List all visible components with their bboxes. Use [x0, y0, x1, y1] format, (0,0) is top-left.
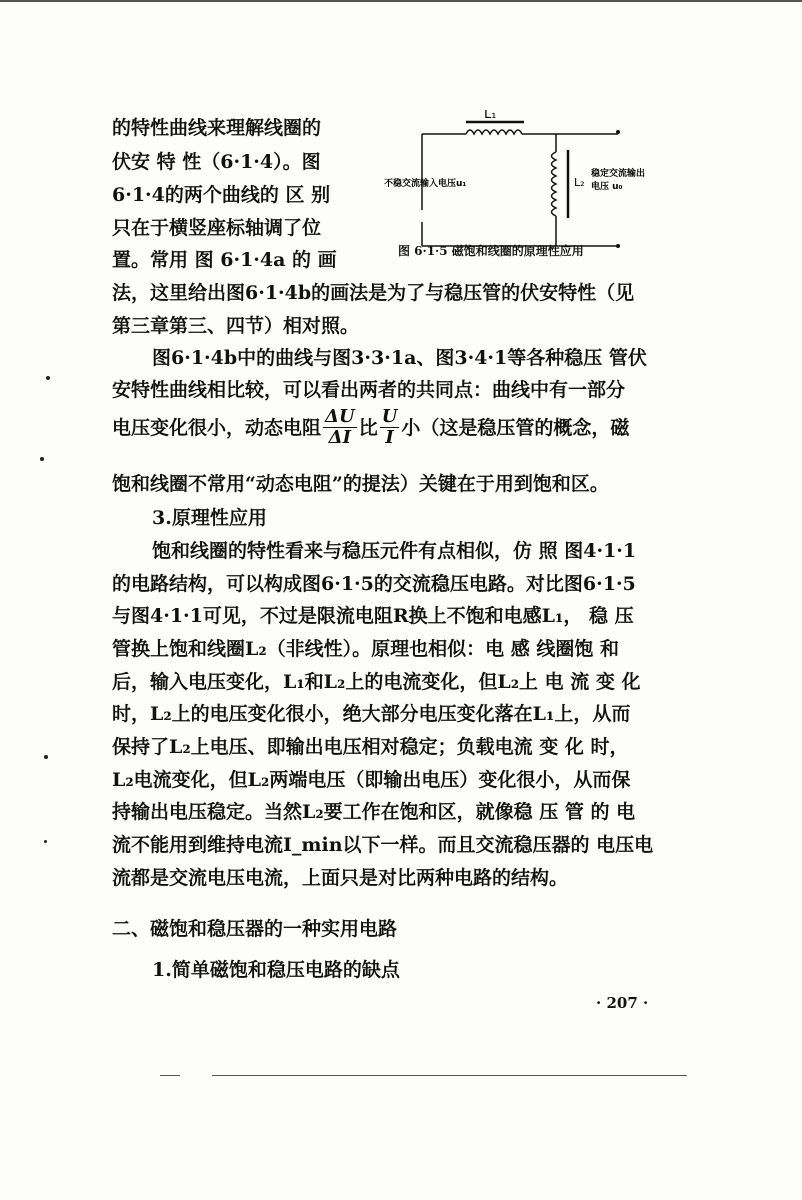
eq-text-mid: 比: [358, 416, 378, 439]
text-line: 置。常用 图 6·1·4a 的 画: [112, 249, 337, 271]
subsection-heading: 1.简单磁饱和稳压电路的缺点: [152, 959, 400, 981]
text-line: 饱和线圈不常用“动态电阻”的提法）关键在于用到饱和区。: [112, 473, 609, 495]
text-line: 时，L₂上的电压变化很小，绝大部分电压变化落在L₁上，从而: [112, 703, 631, 725]
text-line: 与图4·1·1可见，不过是限流电阻R换上不饱和电感L₁， 稳 压: [112, 605, 634, 627]
text-line: 安特性曲线相比较，可以看出两者的共同点：曲线中有一部分: [112, 379, 626, 401]
fraction-U-I: [380, 407, 400, 448]
output-terminal-top: [616, 130, 620, 134]
fraction-denominator: I: [385, 427, 394, 448]
output-voltage-label: 电压 u₀: [591, 182, 623, 192]
equation-line: [112, 407, 629, 448]
page-number: · 207 ·: [596, 994, 649, 1012]
top-border: [0, 0, 802, 2]
text-line: 饱和线圈的特性看来与稳压元件有点相似，仿 照 图4·1·1: [152, 540, 637, 562]
text-line: 的电路结构，可以构成图6·1·5的交流稳压电路。对比图6·1·5: [112, 573, 636, 595]
section-heading: 二、磁饱和稳压器的一种实用电路: [112, 918, 398, 940]
eq-text-before: 电压变化很小，动态电阻: [112, 416, 322, 439]
fraction-numerator: U: [381, 406, 398, 427]
text-line: 管换上饱和线圈L₂（非线性）。原理也相似：电 感 线圈饱 和: [112, 638, 620, 660]
text-line: 6·1·4的两个曲线的 区 别: [112, 184, 331, 206]
fraction-dU-dI: [323, 407, 357, 448]
text-line: 保持了L₂上电压、即输出电压相对稳定；负载电流 变 化 时，: [112, 736, 629, 758]
scan-speck: [44, 755, 48, 759]
fraction-numerator: ΔU: [325, 406, 355, 427]
text-line: 流都是交流电压电流，上面只是对比两种电路的结构。: [112, 867, 569, 889]
output-terminal-bottom: [616, 244, 620, 248]
scan-speck: [44, 840, 47, 843]
section-title: 3.原理性应用: [152, 507, 267, 529]
text-line: L₂电流变化，但L₂两端电压（即输出电压）变化很小，从而保: [112, 769, 631, 791]
text-line: 后，输入电压变化，L₁和L₂上的电流变化，但L₂上 电 流 变 化: [112, 671, 641, 693]
figure-caption: 图 6·1·5 磁饱和线圈的原理性应用: [398, 244, 584, 258]
text-line: 持输出电压稳定。当然L₂要工作在饱和区，就像稳 压 管 的 电: [112, 801, 636, 823]
text-line: 伏安 特 性（6·1·4）。图: [112, 151, 321, 173]
scan-rule: [212, 1075, 687, 1076]
text-line: 图6·1·4b中的曲线与图3·3·1a、图3·4·1等各种稳压 管伏: [152, 347, 647, 369]
scan-speck: [40, 457, 44, 461]
output-voltage-label: 稳定交流输出: [591, 169, 646, 179]
text-line: 法，这里给出图6·1·4b的画法是为了与稳压管的伏安特性（见: [112, 282, 635, 304]
eq-text-after: 小（这是稳压管的概念，磁: [401, 416, 630, 439]
inductor-l2: [552, 152, 557, 216]
text-line: 流不能用到维持电流I_min以下一样。而且交流稳压器的 电压电: [112, 834, 654, 856]
label-l2: L₂: [574, 176, 585, 189]
text-line: 的特性曲线来理解线圈的: [112, 117, 322, 139]
text-line: 只在于横竖座标轴调了位: [112, 217, 322, 239]
text-line: 第三章第三、四节）相对照。: [112, 315, 360, 337]
label-l1: L₁: [484, 110, 497, 122]
inductor-l1: [466, 130, 522, 134]
scan-rule: [160, 1075, 180, 1076]
fraction-denominator: ΔI: [328, 427, 352, 448]
input-voltage-label: 不稳交流输入电压u₁: [384, 179, 467, 189]
scan-speck: [46, 376, 50, 380]
